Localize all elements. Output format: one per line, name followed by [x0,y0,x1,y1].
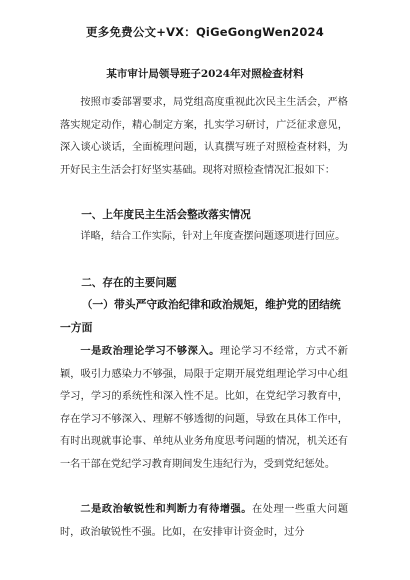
section-2-heading: 二、存在的主要问题 [81,277,177,289]
point-1-lead: 一是政治理论学习不够深入。 [80,345,220,357]
point-2-body: 在处理一些重大问题时，政治敏锐性不强。比如，在安排审计资金时，过分 [60,504,349,538]
section-1-body: 详略，结合工作实际，针对上年度查摆问题逐项进行回应。 [80,231,346,242]
point-2-lead: 二是政治敏锐性和判断力有待增强。 [80,503,253,515]
point-2-paragraph [60,498,348,544]
page-header: 更多免费公文+VX：QiGeGongWen2024 [86,25,324,39]
point-1-paragraph [60,340,348,476]
subsection-1-heading: （一）带头严守政治纪律和政治规矩，维护党的团结统一方面 [60,298,341,334]
point-1-body: 理论学习不经常，方式不新颖，吸引力感染力不够强，局限于定期开展党组理论学习中心组学习，学习的系统性和深入性不足。比如，在党纪学习教育中，存在学习不够深入、理解不够透彻的问题，导致在具体工作中，有时出现就事论事、单纯从业务角度思考问题的情况，机关还有一名干部在党纪学习教育期间发生违纪行为，受到党纪惩处。 [60,346,348,470]
document-title: 某市审计局领导班子2024年对照检查材料 [106,68,304,80]
section-1-heading: 一、上年度民主生活会整改落实情况 [81,209,251,221]
intro-paragraph: 按照市委部署要求，局党组高度重视此次民主生活会，严格落实规定动作，精心制定方案，扎实学习研讨，广泛征求意见，深入谈心谈话，全面梳理问题，认真撰写班子对照检查材料，为开好民主生活会打好坚实基础。现将对照检查情况汇报如下： [60,97,348,176]
